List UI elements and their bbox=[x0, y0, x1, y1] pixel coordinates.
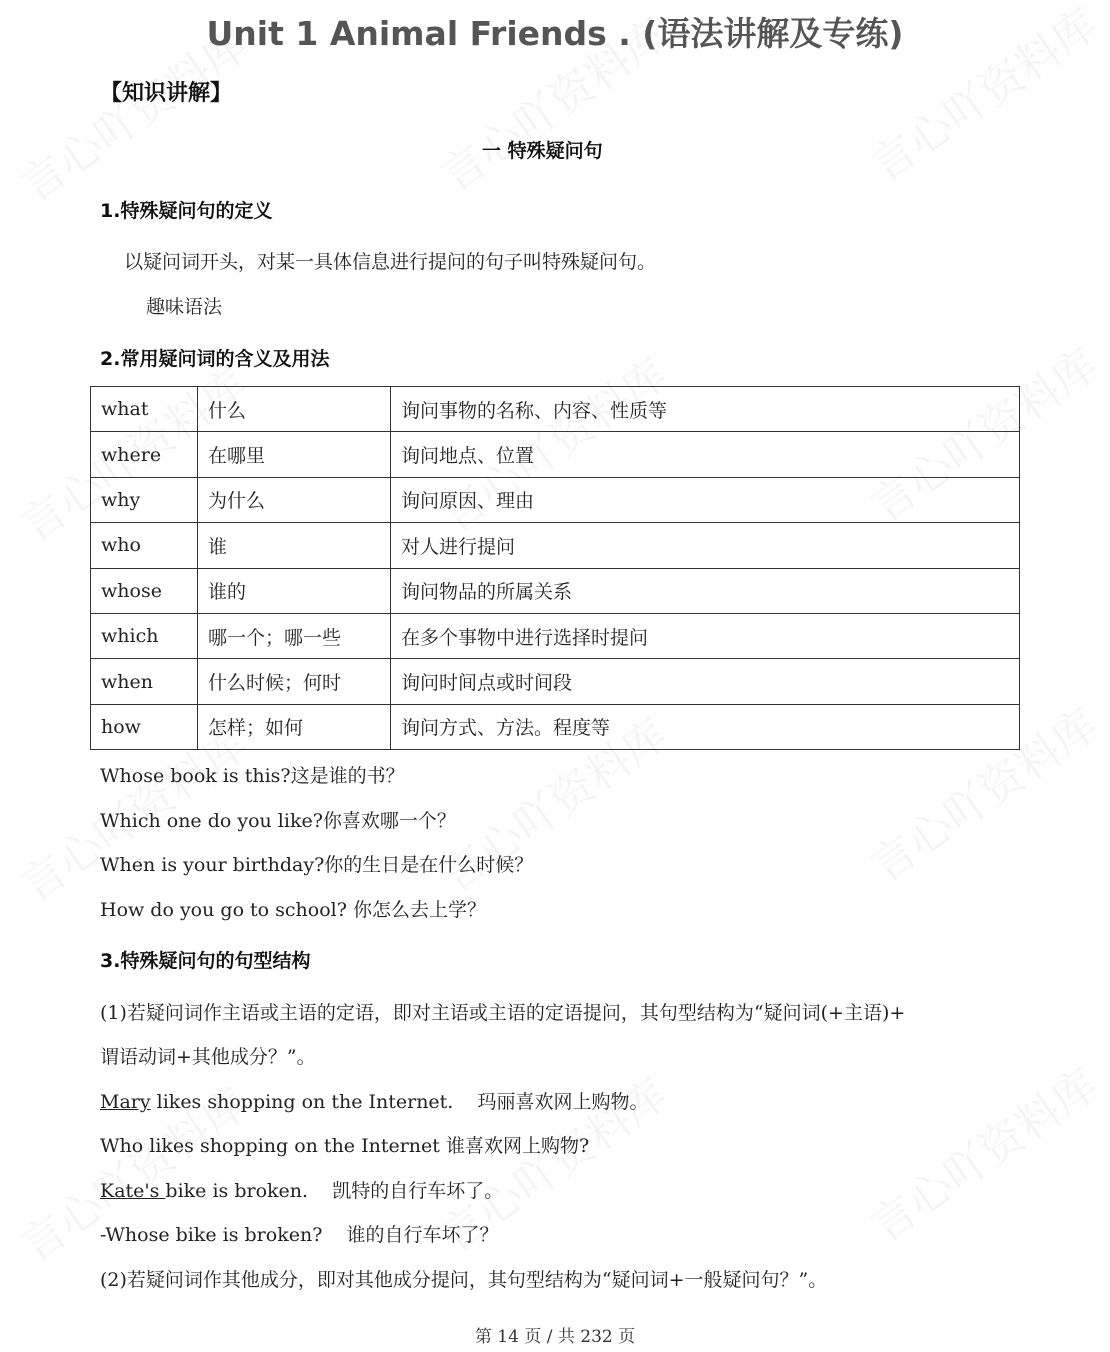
chinese-meaning: 什么时候；何时 bbox=[198, 659, 391, 704]
usage: 询问物品的所属关系 bbox=[391, 568, 1020, 613]
fun-grammar-label: 趣味语法 bbox=[146, 296, 223, 318]
page-title: Unit 1 Animal Friends . (语法讲解及专练) bbox=[206, 14, 904, 53]
chinese-meaning: 怎样；如何 bbox=[198, 704, 391, 749]
example-kate bbox=[100, 1176, 503, 1203]
example-mary bbox=[100, 1087, 649, 1114]
example-line: Whose book is this?这是谁的书？ bbox=[100, 765, 405, 787]
watermark bbox=[856, 1050, 1109, 1254]
table-row bbox=[91, 432, 1020, 477]
question-word: why bbox=[91, 477, 198, 522]
question-word: how bbox=[91, 704, 198, 749]
table-row bbox=[91, 568, 1020, 613]
example-line: How do you go to school? 你怎么去上学？ bbox=[100, 899, 486, 921]
underlined-subject: Kate's bbox=[100, 1180, 166, 1202]
example-rest: bike is broken. 凯特的自行车坏了。 bbox=[165, 1180, 504, 1202]
question-word: which bbox=[91, 613, 198, 658]
question-word: whose bbox=[91, 568, 198, 613]
chinese-meaning: 哪一个；哪一些 bbox=[198, 613, 391, 658]
example-whose: -Whose bike is broken? 谁的自行车坏了？ bbox=[100, 1224, 499, 1246]
usage: 询问原因、理由 bbox=[391, 477, 1020, 522]
rule-1-line-2: 谓语动词+其他成分？”。 bbox=[100, 1046, 316, 1068]
underlined-subject: Mary bbox=[100, 1091, 151, 1113]
usage: 询问事物的名称、内容、性质等 bbox=[391, 387, 1020, 432]
chinese-meaning: 为什么 bbox=[198, 477, 391, 522]
usage: 在多个事物中进行选择时提问 bbox=[391, 613, 1020, 658]
question-word-table bbox=[90, 386, 1020, 750]
question-word: where bbox=[91, 432, 198, 477]
rule-1-line-1: (1)若疑问词作主语或主语的定语，即对主语或主语的定语提问，其句型结构为“疑问词(+主语)+ bbox=[100, 1002, 906, 1024]
definition-text: 以疑问词开头，对某一具体信息进行提问的句子叫特殊疑问句。 bbox=[124, 251, 657, 273]
example-line: When is your birthday?你的生日是在什么时候？ bbox=[100, 854, 534, 876]
question-word: what bbox=[91, 387, 198, 432]
usage: 询问方式、方法。程度等 bbox=[391, 704, 1020, 749]
example-who: Who likes shopping on the Internet 谁喜欢网上购物? bbox=[100, 1135, 590, 1157]
example-line: Which one do you like?你喜欢哪一个？ bbox=[100, 810, 456, 832]
table-row bbox=[91, 523, 1020, 568]
topic-heading: 一 特殊疑问句 bbox=[482, 140, 603, 162]
page-footer: 第 14 页 / 共 232 页 bbox=[474, 1327, 636, 1347]
table-row bbox=[91, 477, 1020, 522]
table-row bbox=[91, 387, 1020, 432]
table-row bbox=[91, 613, 1020, 658]
heading-1: 1.特殊疑问句的定义 bbox=[100, 200, 273, 222]
question-word: who bbox=[91, 523, 198, 568]
question-word: when bbox=[91, 659, 198, 704]
table-row bbox=[91, 704, 1020, 749]
example-rest: likes shopping on the Internet. 玛丽喜欢网上购物。 bbox=[150, 1091, 649, 1113]
table-row bbox=[91, 659, 1020, 704]
usage: 询问地点、位置 bbox=[391, 432, 1020, 477]
section-label: 【知识讲解】 bbox=[100, 81, 233, 106]
chinese-meaning: 谁的 bbox=[198, 568, 391, 613]
heading-3: 3.特殊疑问句的句型结构 bbox=[100, 950, 311, 972]
chinese-meaning: 谁 bbox=[198, 523, 391, 568]
usage: 询问时间点或时间段 bbox=[391, 659, 1020, 704]
heading-2: 2.常用疑问词的含义及用法 bbox=[100, 348, 330, 370]
usage: 对人进行提问 bbox=[391, 523, 1020, 568]
chinese-meaning: 什么 bbox=[198, 387, 391, 432]
rule-2: (2)若疑问词作其他成分，即对其他成分提问，其句型结构为“疑问词+一般疑问句？”。 bbox=[100, 1269, 828, 1291]
chinese-meaning: 在哪里 bbox=[198, 432, 391, 477]
